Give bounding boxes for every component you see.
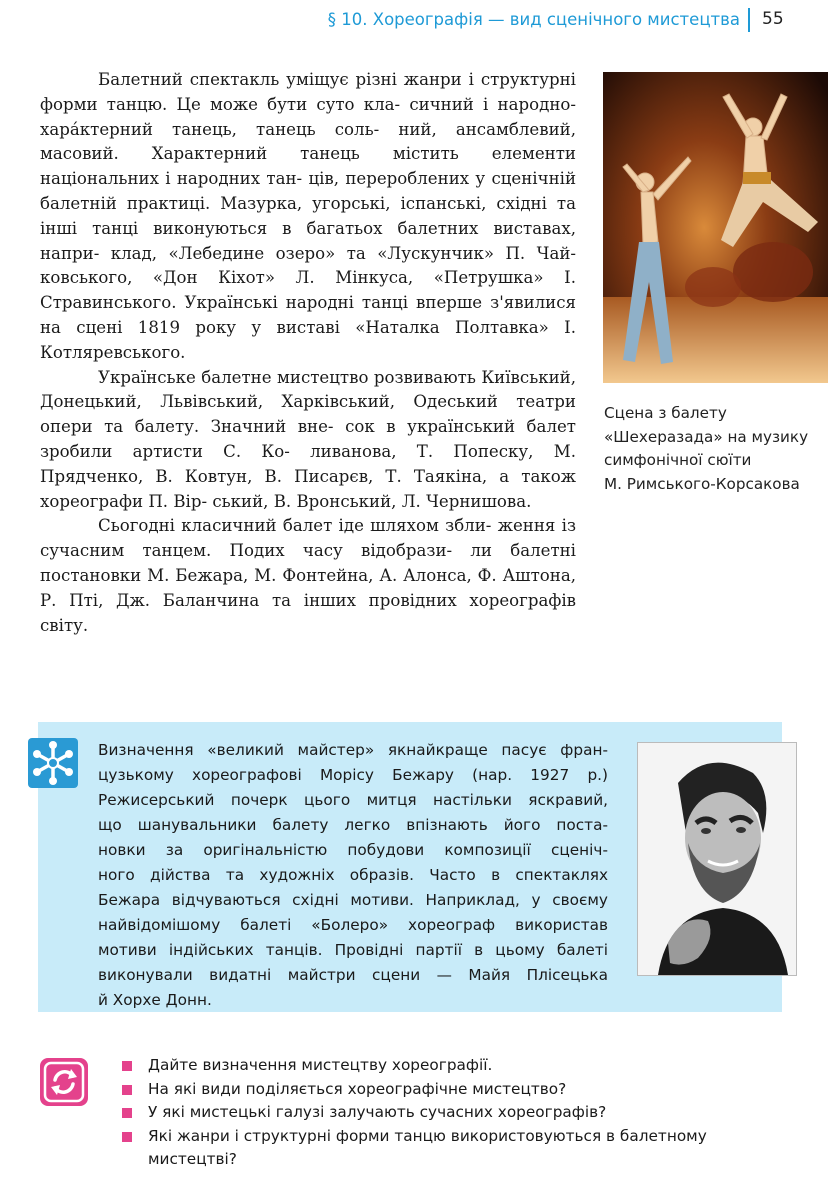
paragraph-1: Балетний спектакль уміщує різні жанри і структурні форми танцю. Це може бути суто кла- сичний і народно-хара́ктерний танець, танець соль- ний, ансамблевий, масовий. Характерний танець містить елементи національних і народних тан- ців, перероблених у сценічній балетній практиці. Мазурка, угорські, іспанські, східні та інші танці виконуються в багатьох балетних виставах, напри- клад, «Лебедине озеро» та «Лускунчик» П. Чай- ковського, «Дон Кіхот» Л. Мінкуса, «Петрушка» І. Стравинського. Українські народні танці вперше з'явилися на сцені 1819 року у виставі «Наталка Полтавка» І. Котляревського. [40,70,577,362]
square-bullet-icon [122,1085,132,1095]
caption-line: «Шехеразада» на музику [604,427,809,446]
info-line: Визначення «великий майстер» якнайкраще пасує фран- [98,741,608,759]
photo-caption [604,402,834,496]
square-bullet-icon [122,1061,132,1071]
question-item: У які мистецькі галузі залучають сучасних хореографів? [118,1101,778,1125]
info-line: мотиви індійських танців. Провідні партії в цьому балеті [98,941,608,959]
header-divider [748,8,750,32]
info-line: ного дійства та художніх образів. Часто в спектаклях [98,866,608,884]
ballet-dancers-illustration [603,72,828,383]
paragraph-2: Українське балетне мистецтво розвивають Київський, Донецький, Львівський, Харківський, Одеський театри опери та балету. Значний вне- сок в український балет зробили артисти С. Ко- ливанова, Т. Попеску, М. Прядченко, В. Ковтун, В. Писарєв, Т. Таякіна, а також хореографи П. Вір- ський, В. Вронський, Л. Чернишова. [40,367,576,511]
review-questions [118,1054,778,1172]
question-item: На які види поділяється хореографічне мистецтво? [118,1078,778,1102]
main-text [40,68,576,638]
info-line: що шанувальники балету легко впізнають його поста- [98,816,608,834]
info-line: цузькому хореографові Морісу Бежару (нар. 1927 р.) [98,766,608,784]
info-line: Режисерський почерк цього митця настільки яскравий, [98,791,608,809]
info-line: найвідомішому балеті «Болеро» хореограф використав [98,916,608,934]
question-item: Які жанри і структурні форми танцю використовуються в балетному мистецтві? [118,1125,778,1172]
portrait-photo [637,742,797,976]
info-line: виконували видатні майстри сцени — Майя Плісецька [98,966,608,984]
chapter-title: § 10. Хореографія — вид сценічного мистецтва [327,10,740,29]
snowflake-icon [28,738,78,788]
info-line: Бежара відчуваються східні мотиви. Наприклад, у своєму [98,891,608,909]
info-line: й Хорхе Донн. [98,991,212,1009]
square-bullet-icon [122,1108,132,1118]
question-item: Дайте визначення мистецтву хореографії. [118,1054,778,1078]
paragraph-3: Сьогодні класичний балет іде шляхом збли- ження із сучасним танцем. Подих часу відобрази- ли балетні постановки М. Бежара, М. Фонтейна, А. Алонса, Ф. Аштона, Р. Пті, Дж. Баланчина та інших провідних хореографів світу. [40,516,576,635]
caption-line: Сцена з балету [604,404,727,422]
info-text [98,738,608,1013]
ballet-photo [603,72,828,383]
refresh-icon [40,1058,88,1106]
page-number: 55 [762,9,784,29]
caption-line: симфонічної сюїти [604,451,752,469]
portrait-illustration [638,743,796,975]
caption-line: М. Римського-Корсакова [604,474,800,493]
page-header [0,6,839,34]
info-line: новки за оригінальністю побудови композиції сценіч- [98,841,608,859]
square-bullet-icon [122,1132,132,1142]
